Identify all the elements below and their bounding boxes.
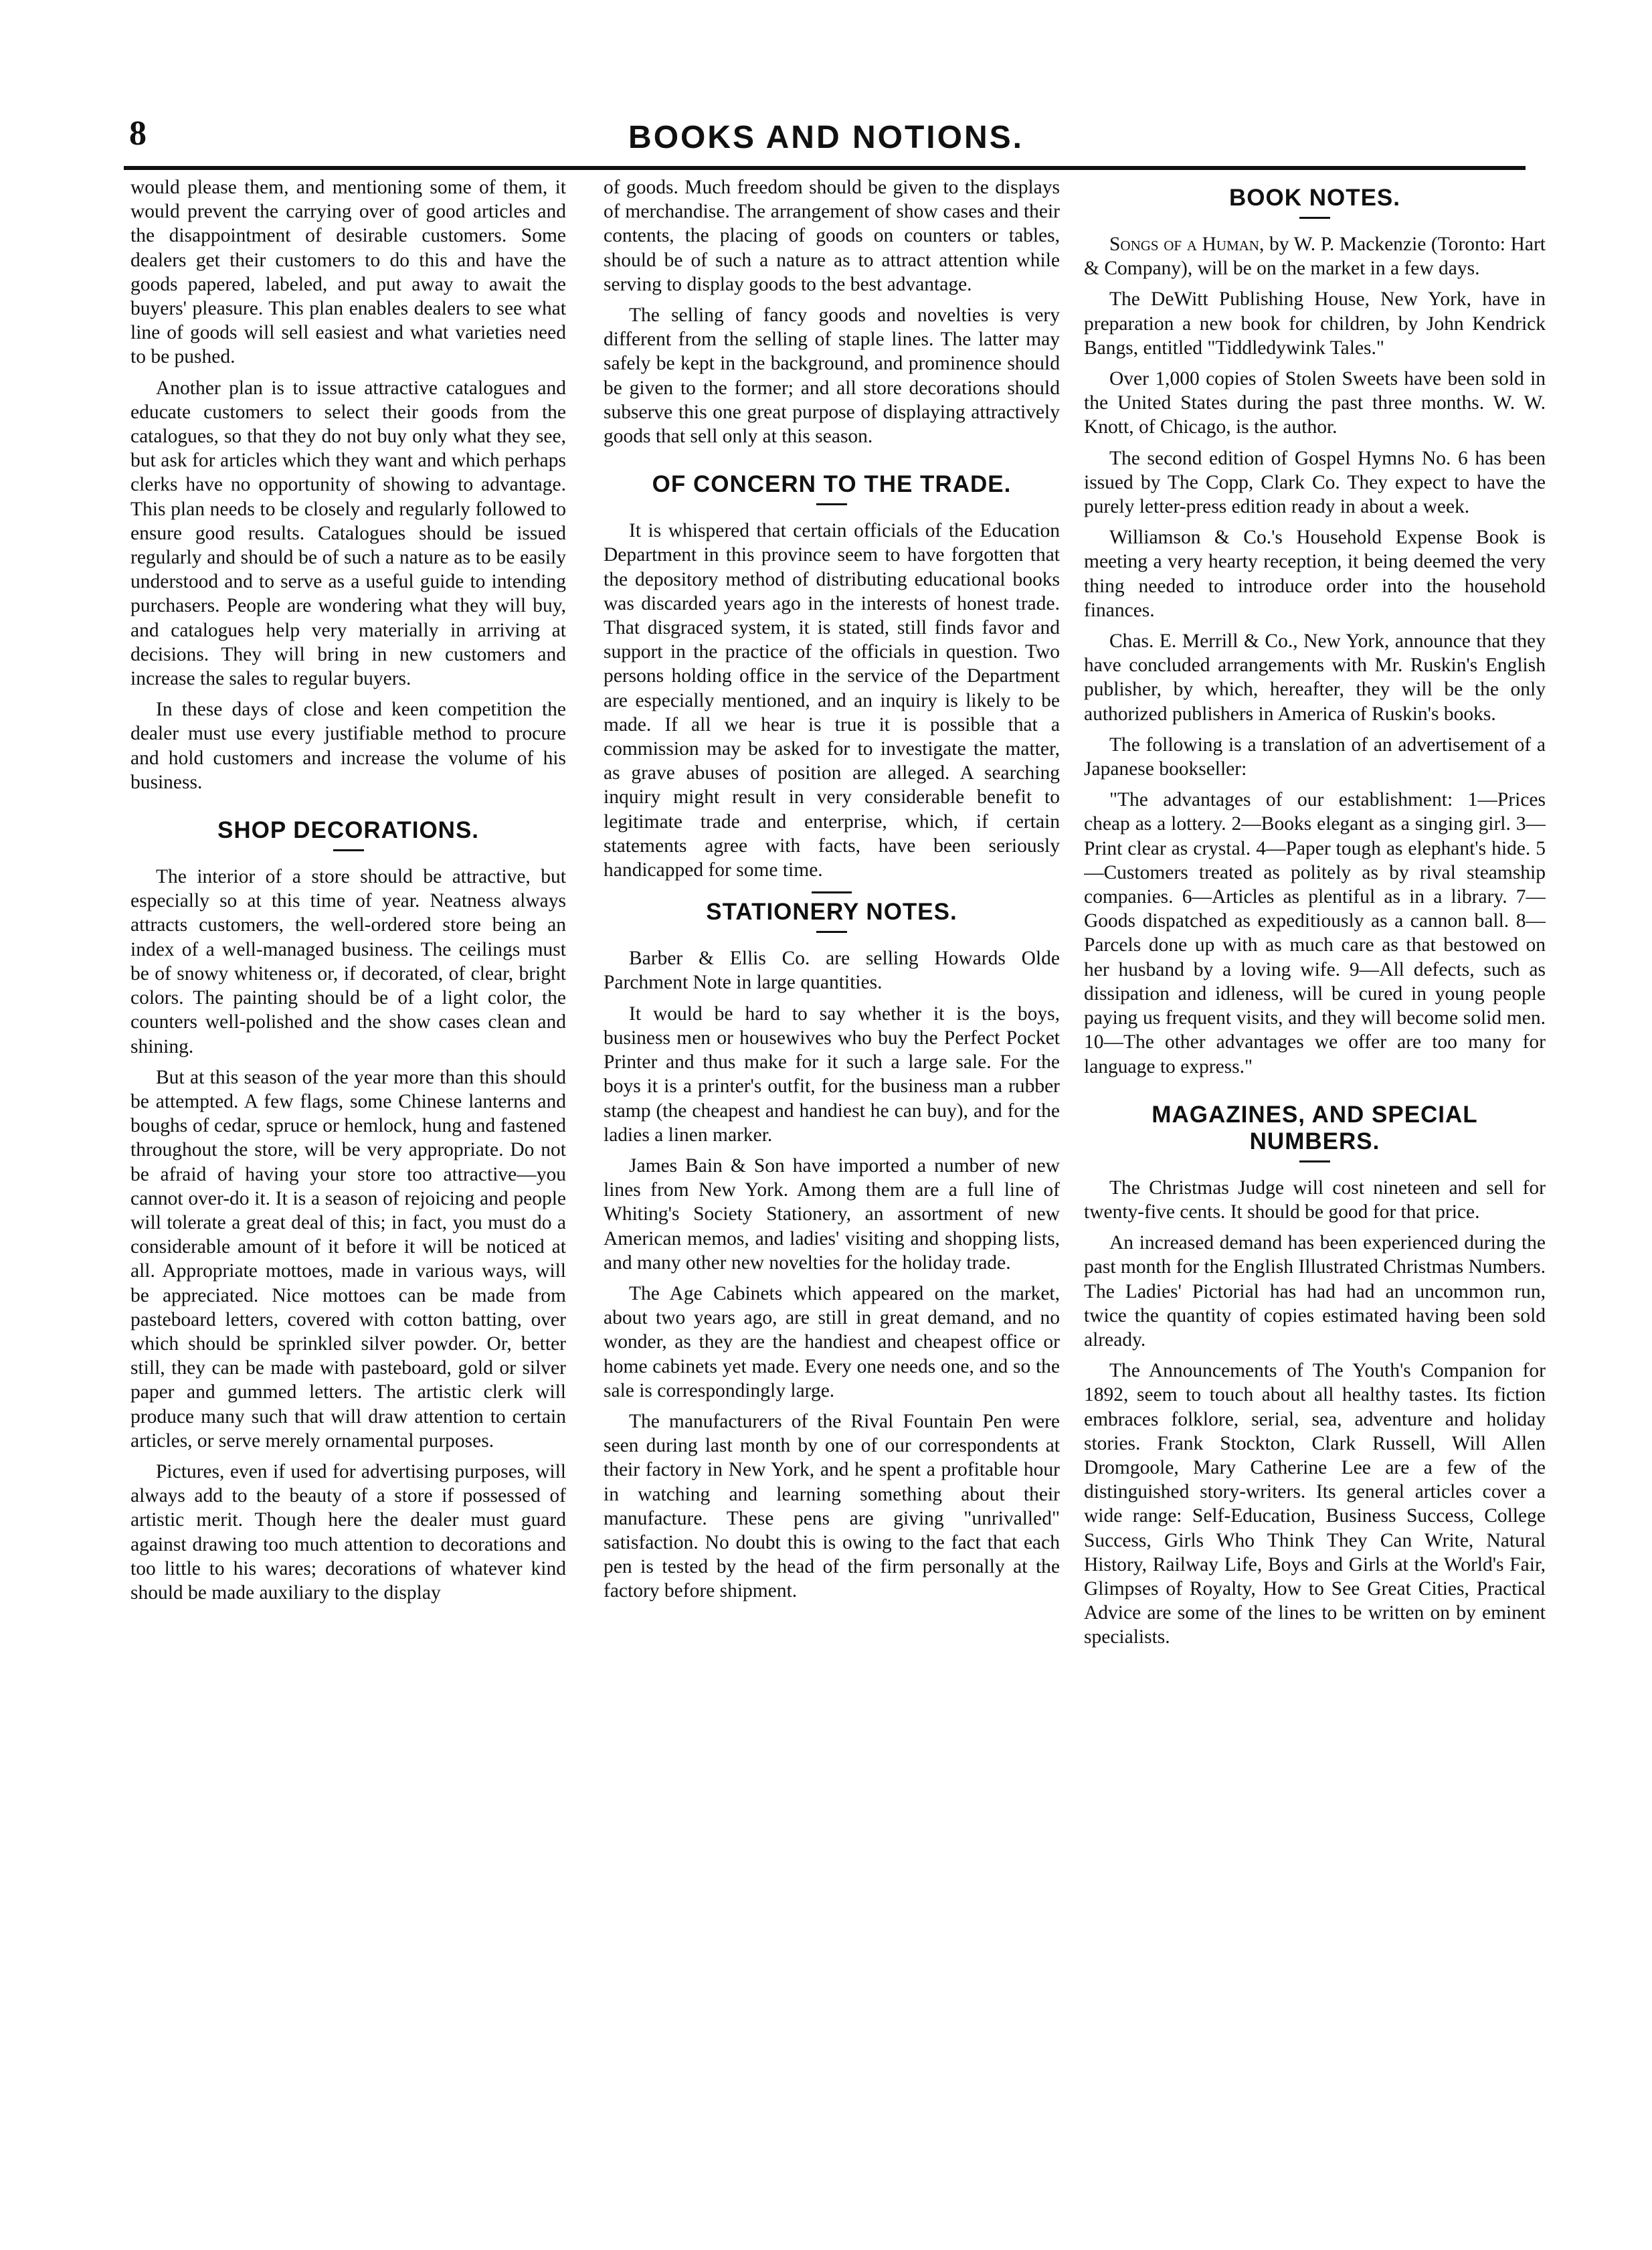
paragraph: Barber & Ellis Co. are selling Howards Olde Parchment Note in large quantities.: [604, 948, 1060, 994]
heading-dash: [816, 503, 847, 505]
paragraph: The DeWitt Publishing House, New York, have in preparation a new book for children, by John Kendrick Bangs, entitled "Tiddledywink Tales.": [1084, 288, 1546, 359]
book-title: Songs of a Human,: [1109, 234, 1265, 255]
paragraph: The following is a translation of an advertisement of a Japanese bookseller:: [1084, 733, 1546, 780]
section-heading-magazines: MAGAZINES, AND SPECIAL NUMBERS.: [1152, 1101, 1478, 1154]
paragraph: Pictures, even if used for advertising purposes, will always add to the beauty of a store if possessed of artistic merit. Though here the dealer must guard against drawing too much attention to decorations and too little to his wares; decorations of whatever kind should be made auxiliary to the display: [130, 1460, 566, 1604]
heading-dash: [1299, 1160, 1330, 1162]
paragraph: But at this season of the year more than this should be attempted. A few flags, some Chinese lanterns and boughs of cedar, spruce or hemlock, hung and fastened throughout the store, will be very appropriate. Do not be afraid of having your store too attractive—you cannot over-do it. It is a season of rejoicing and people will tolerate a great deal of this; in fact, you must do a considerable amount of it before it will be noticed at all. Appropriate mottoes, made in various ways, will be appreciated. Nice mottoes can be made from pasteboard letters, covered with cotton batting, over which should be sprinkled silver powder. Or, better still, they can be made with pasteboard, gold or silver paper and gummed letters. The artistic clerk will produce many such that will draw attention to certain articles, or serve merely ornamental purposes.: [130, 1066, 566, 1452]
header-rule: [124, 166, 1526, 170]
paragraph: Over 1,000 copies of Stolen Sweets have been sold in the United States during the past three months. W. W. Knott, of Chicago, is the author.: [1084, 368, 1546, 438]
section-heading-stationery-notes: STATIONERY NOTES.: [706, 899, 957, 926]
paragraph: The second edition of Gospel Hymns No. 6 has been issued by The Copp, Clark Co. They expect to have the purely letter-press edition ready in about a week.: [1084, 447, 1546, 518]
paragraph: It is whispered that certain officials of the Education Department in this province seem to have forgotten that the depository method of distributing educational books was discarded years ago in the interests of honest trade. That disgraced system, it is stated, still finds favor and support in the practice of the officials in question. Two persons holding office in the service of the Department are especially mentioned, and an inquiry is likely to be made. If all we hear is true it is possible that a commission may be asked for to investigate the matter, as grave abuses of position are alleged. A searching inquiry might result in very considerable benefit to legitimate trade and enterprise, which, if certain statements agree with facts, have been seriously handicapped for some time.: [604, 520, 1060, 881]
paragraph-text: by W. P. Mackenzie (Toronto: Hart & Company), will be on the market in a few days.: [1084, 234, 1546, 280]
paragraph: The Age Cabinets which appeared on the market, about two years ago, are still in great demand, and no wonder, as they are the handiest and cheapest office or home cabinets yet made. Every one needs one, and so the sale is correspondingly large.: [604, 1282, 1060, 1401]
paragraph: It would be hard to say whether it is the boys, business men or housewives who buy the Perfect Pocket Printer and thus make for it such a large sale. For the boys it is a printer's outfit, for the business man a rubber stamp (the cheapest and handiest he can buy), and for the ladies a linen marker.: [604, 1003, 1060, 1146]
paragraph: In these days of close and keen competition the dealer must use every justifiable method to procure and hold customers and increase the volume of his business.: [130, 699, 566, 793]
page-number: 8: [129, 114, 147, 153]
heading-dash: [1299, 217, 1330, 219]
section-heading-of-concern: OF CONCERN TO THE TRADE.: [652, 471, 1012, 498]
heading-dash: [816, 931, 847, 933]
section-heading-book-notes: BOOK NOTES.: [1228, 185, 1401, 211]
section-heading-shop-decorations: SHOP DECORATIONS.: [217, 817, 480, 844]
section-divider: [812, 891, 852, 893]
paragraph: The Christmas Judge will cost nineteen and sell for twenty-five cents. It should be good for that price.: [1084, 1177, 1546, 1223]
paragraph: James Bain & Son have imported a number of new lines from New York. Among them are a full line of Whiting's Society Stationery, an assortment of new American memos, and ladies' visiting and shopping lists, and many other new novelties for the holiday trade.: [604, 1154, 1060, 1274]
paragraph: Chas. E. Merrill & Co., New York, announce that they have concluded arrangements with Mr. Ruskin's English publisher, by which, hereafter, they will be the only authorized publishers in America of Ruskin's books.: [1084, 630, 1546, 725]
paragraph: An increased demand has been experienced during the past month for the English Illustrated Christmas Numbers. The Ladies' Pictorial has had had an uncommon run, twice the quantity of copies estimated having been sold already.: [1084, 1232, 1546, 1351]
paragraph: The Announcements of The Youth's Companion for 1892, seem to touch about all healthy tastes. Its fiction embraces folklore, serial, sea, adventure and holiday stories. Frank Stockton, Clark Russell, Will Allen Dromgoole, Mary Catherine Lee are a few of the distinguished story-writers. Its general articles cover a wide range: Self-Education, Business Success, College Success, Girls Who Think They Can Write, Natural History, Railway Life, Boys and Girls at the World's Fair, Glimpses of Royalty, How to See Great Cities, Practical Advice are some of the lines to be written on by eminent specialists.: [1084, 1360, 1546, 1648]
column-3: [1084, 175, 1546, 2210]
paragraph: Another plan is to issue attractive catalogues and educate customers to select their goods from the catalogues, so that they do not buy only what they see, but ask for articles which they want and which perhaps clerks have no opportunity of showing to advantage. This plan needs to be closely and regularly followed to ensure good results. Catalogues should be issued regularly and should be of such a nature as to be easily understood and to serve as a useful guide to intending purchasers. People are wondering what they will buy, and catalogues help very materially in arriving at decisions. They will bring in new customers and increase the sales to regular buyers.: [130, 377, 566, 690]
paragraph: The interior of a store should be attractive, but especially so at this time of year. Neatness always attracts customers, the well-ordered store being an index of a well-managed business. The ceilings must be of snowy whiteness or, if decorated, of clear, bright colors. The painting should be of a light color, the counters well-polished and the show cases clean and shining.: [130, 866, 566, 1057]
paragraph: [1084, 232, 1546, 280]
paragraph: The manufacturers of the Rival Fountain Pen were seen during last month by one of our correspondents at their factory in New York, and he spent a profitable hour in watching and learning something about their manufacture. These pens are giving "unrivalled" satisfaction. No doubt this is owing to the fact that each pen is tested by the head of the firm personally at the factory before shipment.: [604, 1410, 1060, 1602]
paragraph: "The advantages of our establishment: 1—Prices cheap as a lottery. 2—Books elegant as a singing girl. 3—Print clear as crystal. 4—Paper tough as elephant's hide. 5—Customers treated as politely as by rival steamship companies. 6—Articles as plentiful as in a library. 7—Goods dispatched as expeditiously as a cannon ball. 8—Parcels done up with as much care as that bestowed on her husband by a loving wife. 9—All defects, such as dissipation and idleness, will be cured in young people paying us frequent visits, and they will become solid men. 10—The other advantages we offer are too many for language to express.": [1084, 789, 1546, 1077]
heading-dash: [333, 849, 364, 851]
paragraph: Williamson & Co.'s Household Expense Book is meeting a very hearty reception, it being deemed the very thing needed to introduce order into the household finances.: [1084, 527, 1546, 621]
column-1: [130, 175, 566, 2210]
paragraph: would please them, and mentioning some of them, it would prevent the carrying over of good articles and the disappointment of desirable customers. Some dealers get their customers to do this and have the goods papered, labeled, and put away to await the buyers' pleasure. This plan enables dealers to see what line of goods will sell easiest and what varieties need to be pushed.: [130, 177, 566, 368]
column-2: [604, 175, 1060, 2210]
running-head: BOOKS AND NOTIONS.: [628, 120, 1024, 155]
paragraph: The selling of fancy goods and novelties is very different from the selling of staple lines. The latter may safely be kept in the background, and prominence should be given to the former; and all store decorations should subserve this one great purpose of displaying attractively goods that sell only at this season.: [604, 305, 1060, 448]
paragraph: of goods. Much freedom should be given to the displays of merchandise. The arrangement of show cases and their contents, the placing of goods on counters or tables, should be of such a nature as to attract attention while serving to display goods to the best advantage.: [604, 177, 1060, 295]
